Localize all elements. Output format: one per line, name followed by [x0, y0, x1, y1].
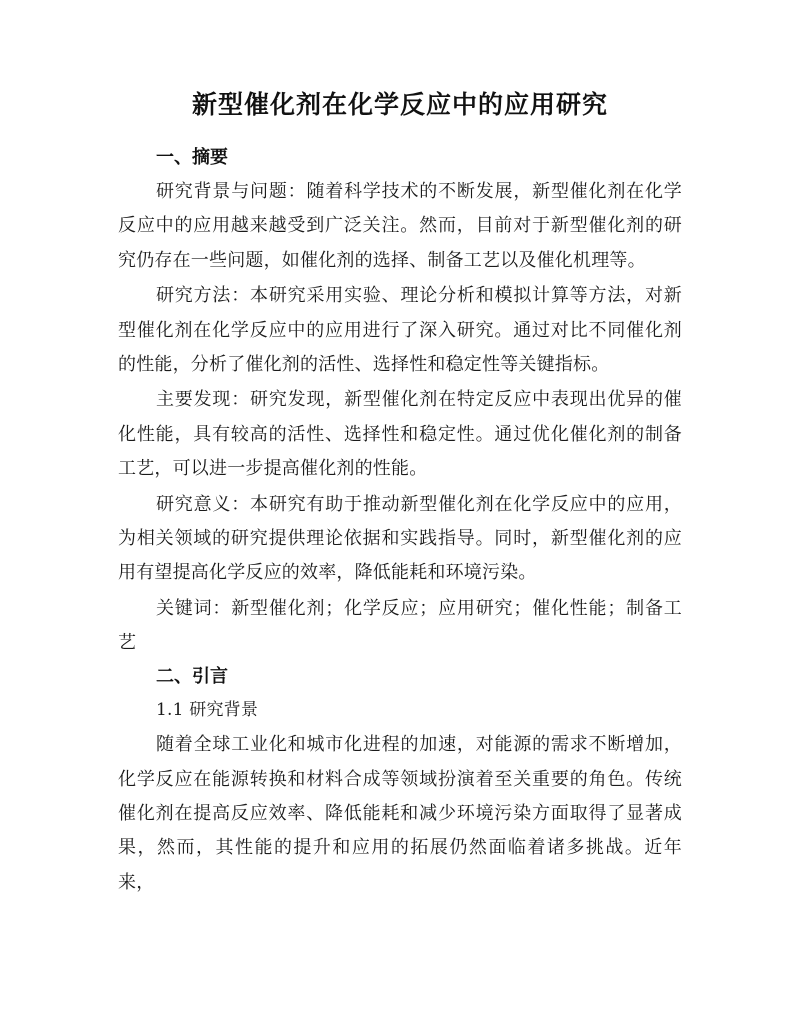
abstract-paragraph-methods: 研究方法：本研究采用实验、理论分析和模拟计算等方法，对新型催化剂在化学反应中的应用进行了深入研究。通过对比不同催化剂的性能，分析了催化剂的活性、选择性和稳定性等关键指标。 [118, 285, 682, 376]
introduction-paragraph: 随着全球工业化和城市化进程的加速，对能源的需求不断增加，化学反应在能源转换和材料合成等领域扮演着至关重要的角色。传统催化剂在提高反应效率、降低能耗和减少环境污染方面取得了显著成果，然而，其性能的提升和应用的拓展仍然面临着诸多挑战。近年来， [118, 734, 682, 893]
abstract-keywords: 关键词：新型催化剂；化学反应；应用研究；催化性能；制备工艺 [118, 597, 682, 654]
document-title: 新型催化剂在化学反应中的应用研究 [191, 90, 608, 119]
section-heading-introduction: 二、引言 [156, 665, 228, 687]
abstract-paragraph-background: 研究背景与问题：随着科学技术的不断发展，新型催化剂在化学反应中的应用越来越受到广泛关注。然而，目前对于新型催化剂的研究仍存在一些问题，如催化剂的选择、制备工艺以及催化机理等。 [118, 181, 682, 271]
subsection-title-background: 1.1 研究背景 [156, 699, 259, 720]
abstract-paragraph-significance: 研究意义：本研究有助于推动新型催化剂在化学反应中的应用，为相关领域的研究提供理论依据和实践指导。同时，新型催化剂的应用有望提高化学反应的效率，降低能耗和环境污染。 [118, 493, 682, 584]
document-page [118, 88, 682, 900]
abstract-paragraph-findings: 主要发现：研究发现，新型催化剂在特定反应中表现出优异的催化性能，具有较高的活性、选择性和稳定性。通过优化催化剂的制备工艺，可以进一步提高催化剂的性能。 [118, 389, 682, 480]
section-heading-abstract: 一、摘要 [156, 147, 228, 168]
